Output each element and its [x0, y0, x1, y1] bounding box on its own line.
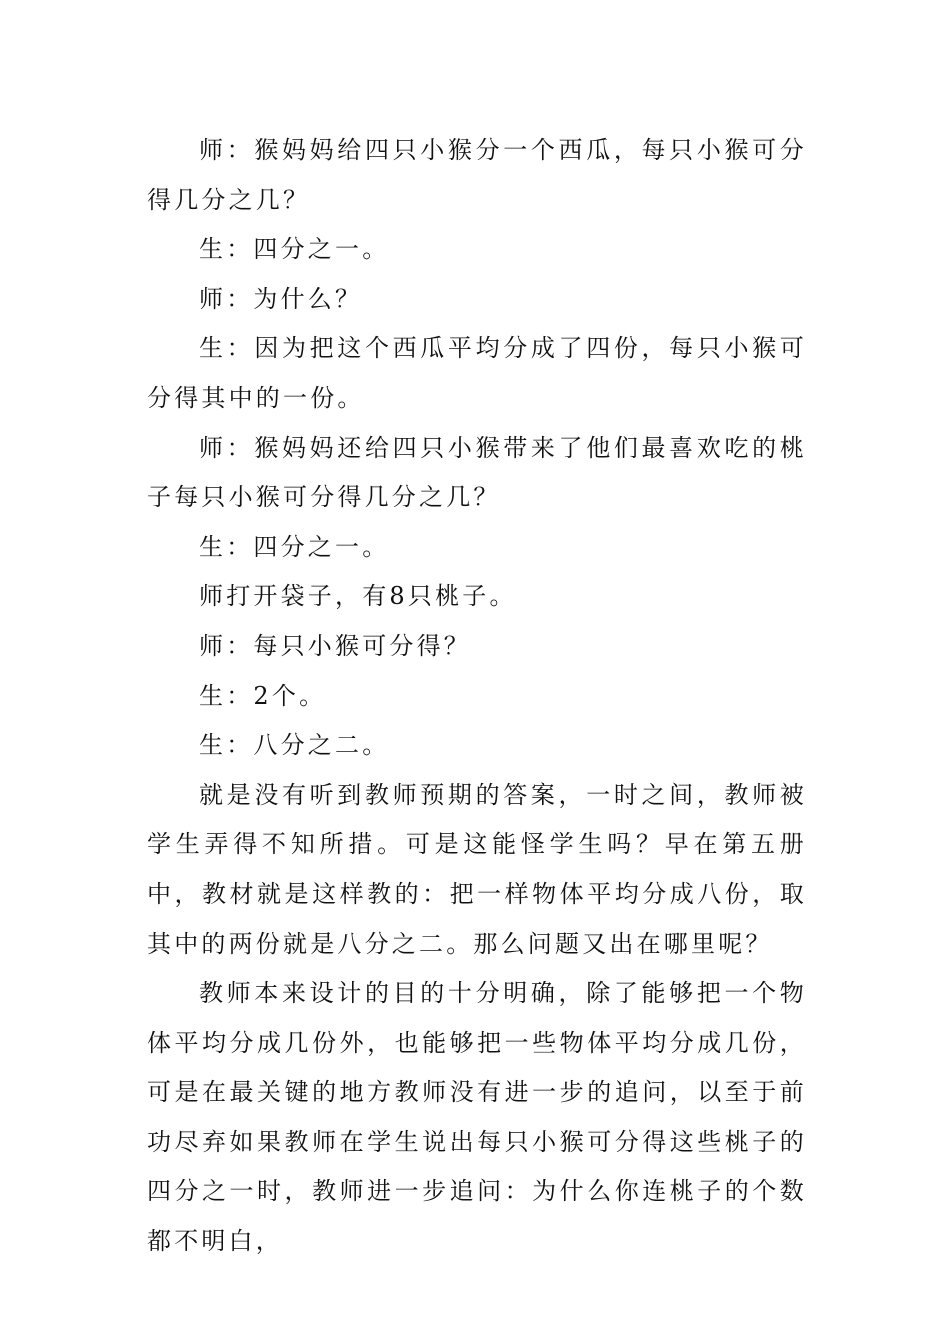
paragraph: 师打开袋子，有8只桃子。: [199, 582, 517, 611]
paragraph: 师：猴妈妈还给四只小猴带来了他们最喜欢吃的桃子每只小猴可分得几分之几？: [147, 433, 807, 512]
paragraph: 生：因为把这个西瓜平均分成了四份，每只小猴可分得其中的一份。: [147, 334, 807, 412]
paragraph: 师：猴妈妈给四只小猴分一个西瓜，每只小猴可分得几分之几？: [147, 136, 807, 214]
document-body: [147, 126, 807, 1267]
paragraph: 生：八分之二。: [199, 731, 390, 760]
paragraph: 生：四分之一。: [199, 532, 390, 561]
paragraph: 师：为什么？: [199, 284, 363, 313]
paragraph: 教师本来设计的目的十分明确，除了能够把一个物体平均分成几份外，也能够把一些物体平均分成几份，可是在最关键的地方教师没有进一步的追问，以至于前功尽弃如果教师在学生说出每只小猴可分得这些桃子的四分之一时，教师进一步追问：为什么你连桃子的个数都不明白，: [147, 979, 807, 1256]
paragraph: 师：每只小猴可分得？: [199, 631, 471, 660]
paragraph: 就是没有听到教师预期的答案，一时之间，教师被学生弄得不知所措。可是这能怪学生吗？早在第五册中，教材就是这样教的：把一样物体平均分成八份，取其中的两份就是八分之二。那么问题又出在哪里呢？: [147, 780, 807, 958]
paragraph: 生：四分之一。: [199, 235, 390, 264]
paragraph: 生：2个。: [199, 681, 327, 710]
